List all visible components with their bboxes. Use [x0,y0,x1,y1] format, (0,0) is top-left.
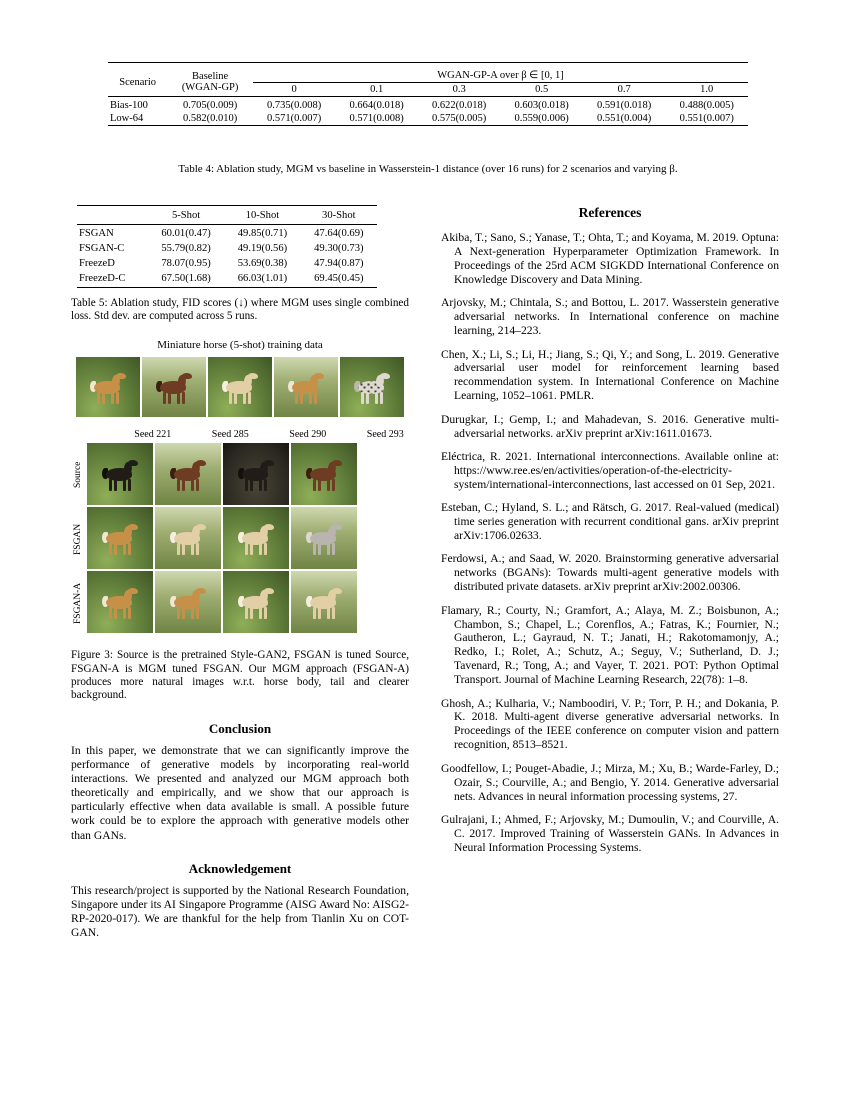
acknowledgement-heading: Acknowledgement [188,860,292,876]
table4-header-beta-2: 0.3 [452,84,466,95]
figure3-training-strip [71,357,409,417]
table4-header-beta-1: 0.1 [370,84,384,95]
table5-row2-c0: 78.07(0.95) [161,257,211,269]
sample-image [291,443,357,505]
table4-caption: Table 4: Ablation study, MGM vs baseline in Wasserstein-1 distance (over 16 runs) for 2 scenarios and varying β. [178,163,678,175]
training-image [142,357,206,417]
reference-item: Arjovsky, M.; Chintala, S.; and Bottou, L. 2017. Wasserstein generative adversarial networks. In International conference on machine learning, 214–223. [441,296,779,338]
horse-shape [100,460,140,490]
table5-row2-c2: 47.94(0.87) [314,257,364,269]
table5-caption: Table 5: Ablation study, FID scores (↓) where MGM uses single combined loss. Std dev. are computed across 5 runs. [71,296,409,323]
table4-row1-scenario: Low-64 [110,113,144,124]
table5-row3-c0: 67.50(1.68) [161,272,211,284]
training-image [208,357,272,417]
figure3-row-source [87,443,357,505]
sample-image [87,443,153,505]
table4-row1-v5: 0.551(0.007) [679,113,734,124]
horse-shape [100,588,140,618]
table-row [108,112,748,126]
table4-row1-v1: 0.571(0.008) [349,113,404,124]
table5-row0-label: FSGAN [79,227,114,239]
table4 [108,62,748,126]
seed-label-290: Seed 290 [289,428,327,440]
reference-item: Durugkar, I.; Gemp, I.; and Mahadevan, S. 2016. Generative multi-adversarial networks. arXiv preprint arXiv:1611.01673. [441,412,779,440]
table4-header-group: WGAN-GP-A over β ∈ [0, 1] [253,63,748,83]
sample-image [155,571,221,633]
table5-row3-c1: 66.03(1.01) [237,272,288,284]
table-row [77,257,377,272]
table-row [77,242,377,257]
figure3-row-fsgan-a [87,571,357,633]
table4-row1-baseline: 0.582(0.010) [182,113,238,124]
horse-shape [236,524,276,554]
table4-row0-v4: 0.591(0.018) [597,100,652,111]
conclusion-text: In this paper, we demonstrate that we can significantly improve the performance of generative models by incorporating real-world interactions. We presented and analyzed our MGM approach both theoretically and empirically, and we show that our approach is particularly effective when data available is small. A possible future work could be to explore the approach with generative models other than GANs. [71,743,409,842]
reference-item: Eléctrica, R. 2021. International interconnections. Available online at: https://www.ree.es/en/activities/operation-of-the-electricity-system/international-interconnections, last accessed on 01 Sep, 2021. [441,449,779,491]
reference-item: Flamary, R.; Courty, N.; Gramfort, A.; Alaya, M. Z.; Boisbunon, A.; Chambon, S.; Chapel, L.; Corenflos, A.; Fatras, K.; Fournier, N.; Gautheron, L.; Gayraud, N. T.; Janati, H.; Rakotomamonjy, A.; Redko, I.; Rolet, A.; Schutz, A.; Seguy, V.; Sutherland, D. J.; Tavenard, R.; Tong, A.; and Vayer, T. 2021. POT: Python Optimal Transport. Journal of Machine Learning Research, 22(78): 1–8. [441,603,779,687]
reference-item: Ghosh, A.; Kulharia, V.; Namboodiri, V. P.; Torr, P. H.; and Dokania, P. K. 2018. Multi-agent diverse generative adversarial networks. In Proceedings of the IEEE conference on computer vision and pattern recognition, 8513–8521. [441,696,779,752]
table5-col-2: 10-Shot [245,210,280,221]
reference-item: Ferdowsi, A.; and Saad, W. 2020. Brainstorming generative adversarial networks (BGANs): Towards multi-agent generative models with distributed private datasets. arXiv preprint arXiv:2002.00306. [441,552,779,594]
row-label-fsgan: FSGAN [73,523,84,555]
table4-header-scenario: Scenario [119,76,157,88]
horse-shape [154,373,194,403]
table-row [77,272,377,287]
sample-image [155,507,221,569]
horse-shape [352,373,392,403]
table4-row1-v3: 0.559(0.006) [514,113,569,124]
figure3-caption: Figure 3: Source is the pretrained Style-GAN2, FSGAN is tuned Source, FSGAN-A is MGM tuned FSGAN. Our MGM approach (FSGAN-A) produces more natural images w.r.t. horse body, tail and clearer background. [71,649,409,702]
sample-image [291,507,357,569]
table4-header-beta-5: 1.0 [700,84,714,95]
reference-item: Chen, X.; Li, S.; Li, H.; Jiang, S.; Qi, Y.; and Song, L. 2019. Generative adversarial user model for reinforcement learning based recommendation system. In International Conference on Machine Learning, 1052–1061. PMLR. [441,347,779,403]
table5-row3-c2: 69.45(0.45) [314,272,364,284]
figure3-row-labels [71,443,87,635]
table5-row3-label: FreezeD-C [79,272,126,284]
training-image [76,357,140,417]
table4-header-beta-4: 0.7 [617,84,631,95]
reference-item: Esteban, C.; Hyland, S. L.; and Rätsch, G. 2017. Real-valued (medical) time series generation with recurrent conditional gans. arXiv preprint arXiv:1706.02633. [441,501,779,542]
references-heading: References [578,205,642,220]
table5-row1-label: FSGAN-C [79,242,125,254]
table4-header-beta-0: 0 [291,84,297,95]
table-row [77,224,377,241]
table5-col-0 [77,206,148,225]
sample-image [223,571,289,633]
left-column [71,205,409,949]
table4-header-beta-3: 0.5 [535,84,549,95]
training-image [340,357,404,417]
horse-shape [304,524,344,554]
seed-label-285: Seed 285 [211,428,249,440]
acknowledgement-text: This research/project is supported by the National Research Foundation, Singapore under its AI Singapore Programme (AISG Award No: AISG2-RP-2020-017). We are thankful for the help from Tianlin Xu on COT-GAN. [71,883,409,939]
sample-image [223,443,289,505]
right-column [441,205,779,864]
sample-image [291,571,357,633]
table5-row0-c0: 60.01(0.47) [161,227,211,239]
horse-shape [168,460,208,490]
table4-row1-v2: 0.575(0.005) [432,113,487,124]
table4-row0-v5: 0.488(0.005) [679,100,734,111]
figure3-row-fsgan [87,507,357,569]
table5-row1-c0: 55.79(0.82) [161,242,211,254]
sample-image [155,443,221,505]
sample-image [223,507,289,569]
table5-row1-c2: 49.30(0.73) [314,242,364,254]
figure3-grid [71,443,409,635]
table5-row0-c2: 47.64(0.69) [314,227,364,239]
table5-grid [77,205,377,288]
table4-header-baseline-sub: (WGAN-GP) [181,82,239,93]
reference-item: Akiba, T.; Sano, S.; Yanase, T.; Ohta, T.; and Koyama, M. 2019. Optuna: A Next-generation Hyperparameter Optimization Framework. In Proceedings of the 25rd ACM SIGKDD International Conference on Knowledge Discovery and Data Mining. [441,231,779,286]
sample-image [87,507,153,569]
table4-row0-v2: 0.622(0.018) [432,100,487,111]
horse-shape [88,373,128,403]
table5-row2-label: FreezeD [79,257,115,269]
table5-row1-c1: 49.19(0.56) [237,242,288,254]
reference-item: Goodfellow, I.; Pouget-Abadie, J.; Mirza, M.; Xu, B.; Warde-Farley, D.; Ozair, S.; Courville, A.; and Bengio, Y. 2014. Generative adversarial nets. Advances in neural information processing systems, 27. [441,761,779,803]
table4-row0-v0: 0.735(0.008) [267,100,322,111]
row-label-source: Source [73,461,84,489]
table-row [108,97,748,113]
table4-row0-baseline: 0.705(0.009) [182,100,238,111]
table5-row2-c1: 53.69(0.38) [237,257,288,269]
table4-header-baseline [167,63,253,97]
table5-row0-c1: 49.85(0.71) [237,227,288,239]
horse-shape [100,524,140,554]
conclusion-heading: Conclusion [208,720,272,736]
table4-row0-v1: 0.664(0.018) [349,100,404,111]
horse-shape [236,588,276,618]
table4-row1-v4: 0.551(0.004) [597,113,652,124]
horse-shape [304,588,344,618]
table4-row0-v3: 0.603(0.018) [514,100,569,111]
table4-row0-scenario: Bias-100 [110,100,148,111]
table5-col-1: 5-Shot [171,210,201,221]
horse-shape [168,524,208,554]
table4-header-baseline-label: Baseline [192,71,229,82]
table5 [77,205,377,288]
horse-shape [304,460,344,490]
sample-image [87,571,153,633]
table5-col-3: 30-Shot [322,210,356,221]
horse-shape [286,373,326,403]
horse-shape [168,588,208,618]
seed-label-221: Seed 221 [134,428,172,440]
figure3-seed-labels [129,429,409,441]
horse-shape [220,373,260,403]
horse-shape [236,460,276,490]
row-label-fsgan-a: FSGAN-A [73,582,84,624]
training-image [274,357,338,417]
figure3-title: Miniature horse (5-shot) training data [157,339,323,352]
reference-item: Gulrajani, I.; Ahmed, F.; Arjovsky, M.; Dumoulin, V.; and Courville, A. C. 2017. Improved Training of Wasserstein GANs. In Advances in Neural Information Processing Systems. [441,812,779,854]
table4-row1-v0: 0.571(0.007) [267,113,322,124]
seed-label-293: Seed 293 [366,428,404,440]
table4-grid [108,62,748,126]
